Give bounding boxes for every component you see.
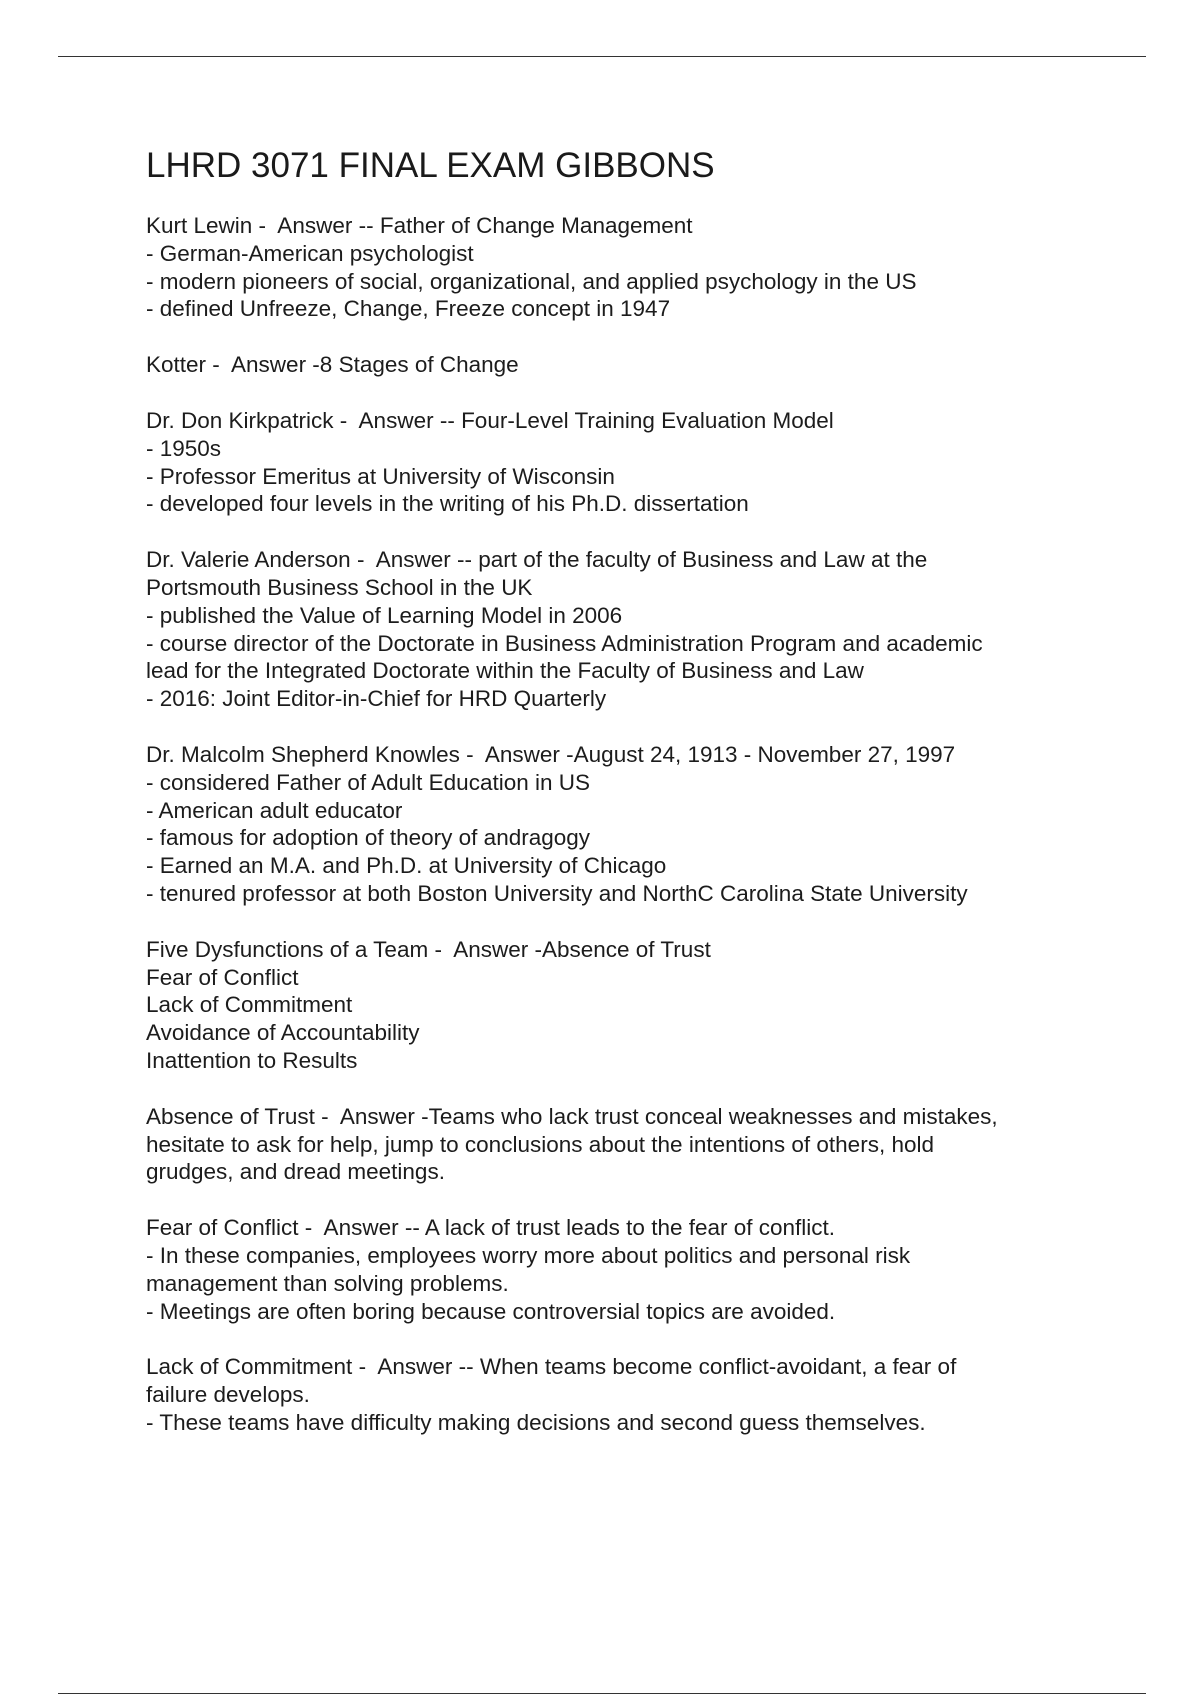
entry-line: - These teams have difficulty making decisions and second guess themselves. xyxy=(146,1409,926,1435)
entry-kurt-lewin xyxy=(146,212,1086,323)
entry-line: - Earned an M.A. and Ph.D. at University of Chicago xyxy=(146,853,667,879)
entry-line: - considered Father of Adult Education in US xyxy=(146,769,591,795)
entry-line: - famous for adoption of theory of andragogy xyxy=(146,825,591,851)
entry-line: hesitate to ask for help, jump to conclusions about the intentions of others, hold xyxy=(146,1131,934,1157)
entry-valerie-anderson xyxy=(146,546,1086,713)
entry-kotter xyxy=(146,351,1086,379)
entry-line: lead for the Integrated Doctorate within the Faculty of Business and Law xyxy=(146,658,864,684)
entry-line: - published the Value of Learning Model in 2006 xyxy=(146,602,623,628)
entry-five-dysfunctions xyxy=(146,936,1086,1075)
entry-line: Lack of Commitment xyxy=(146,992,353,1018)
entry-line: Fear of Conflict xyxy=(146,964,299,990)
entry-line: - tenured professor at both Boston University and NorthC Carolina State University xyxy=(146,880,968,906)
entry-lack-of-commitment xyxy=(146,1353,1086,1436)
entry-line: - 2016: Joint Editor-in-Chief for HRD Quarterly xyxy=(146,686,607,712)
entry-line: - defined Unfreeze, Change, Freeze concept in 1947 xyxy=(146,296,671,322)
entry-fear-of-conflict xyxy=(146,1214,1086,1325)
entry-line: - 1950s xyxy=(146,435,222,461)
entry-line: Avoidance of Accountability xyxy=(146,1020,420,1046)
entry-line: - Meetings are often boring because controversial topics are avoided. xyxy=(146,1298,836,1324)
entry-line: Dr. Valerie Anderson - Answer -- part of the faculty of Business and Law at the xyxy=(146,547,928,573)
entry-line: Lack of Commitment - Answer -- When teams become conflict-avoidant, a fear of xyxy=(146,1354,957,1380)
document-title: LHRD 3071 FINAL EXAM GIBBONS xyxy=(146,146,715,185)
top-rule xyxy=(58,56,1146,57)
entry-line: Fear of Conflict - Answer -- A lack of trust leads to the fear of conflict. xyxy=(146,1215,836,1241)
bottom-rule xyxy=(58,1693,1146,1694)
entry-line: - developed four levels in the writing of his Ph.D. dissertation xyxy=(146,491,749,517)
entry-line: Kurt Lewin - Answer -- Father of Change Management xyxy=(146,213,693,238)
entry-line: Five Dysfunctions of a Team - Answer -Absence of Trust xyxy=(146,936,711,962)
entry-absence-of-trust xyxy=(146,1103,1086,1186)
entry-don-kirkpatrick xyxy=(146,407,1086,518)
entry-line: Inattention to Results xyxy=(146,1047,358,1073)
entry-malcolm-knowles xyxy=(146,741,1086,908)
entry-line: - In these companies, employees worry more about politics and personal risk xyxy=(146,1242,911,1268)
entry-line: - German-American psychologist xyxy=(146,240,474,266)
entry-line: Dr. Malcolm Shepherd Knowles - Answer -August 24, 1913 - November 27, 1997 xyxy=(146,741,956,767)
entry-line: Kotter - Answer -8 Stages of Change xyxy=(146,352,519,378)
entry-line: - American adult educator xyxy=(146,797,403,823)
entry-line: Dr. Don Kirkpatrick - Answer -- Four-Level Training Evaluation Model xyxy=(146,407,834,433)
entry-line: grudges, and dread meetings. xyxy=(146,1159,445,1185)
entry-line: failure develops. xyxy=(146,1382,310,1408)
entry-line: Portsmouth Business School in the UK xyxy=(146,574,533,600)
entry-line: - modern pioneers of social, organizational, and applied psychology in the US xyxy=(146,268,917,294)
entry-line: - course director of the Doctorate in Business Administration Program and academic xyxy=(146,630,983,656)
entry-line: management than solving problems. xyxy=(146,1270,509,1296)
document-body xyxy=(146,142,1086,1465)
entry-line: Absence of Trust - Answer -Teams who lack trust conceal weaknesses and mistakes, xyxy=(146,1103,998,1129)
entry-line: - Professor Emeritus at University of Wisconsin xyxy=(146,463,615,489)
